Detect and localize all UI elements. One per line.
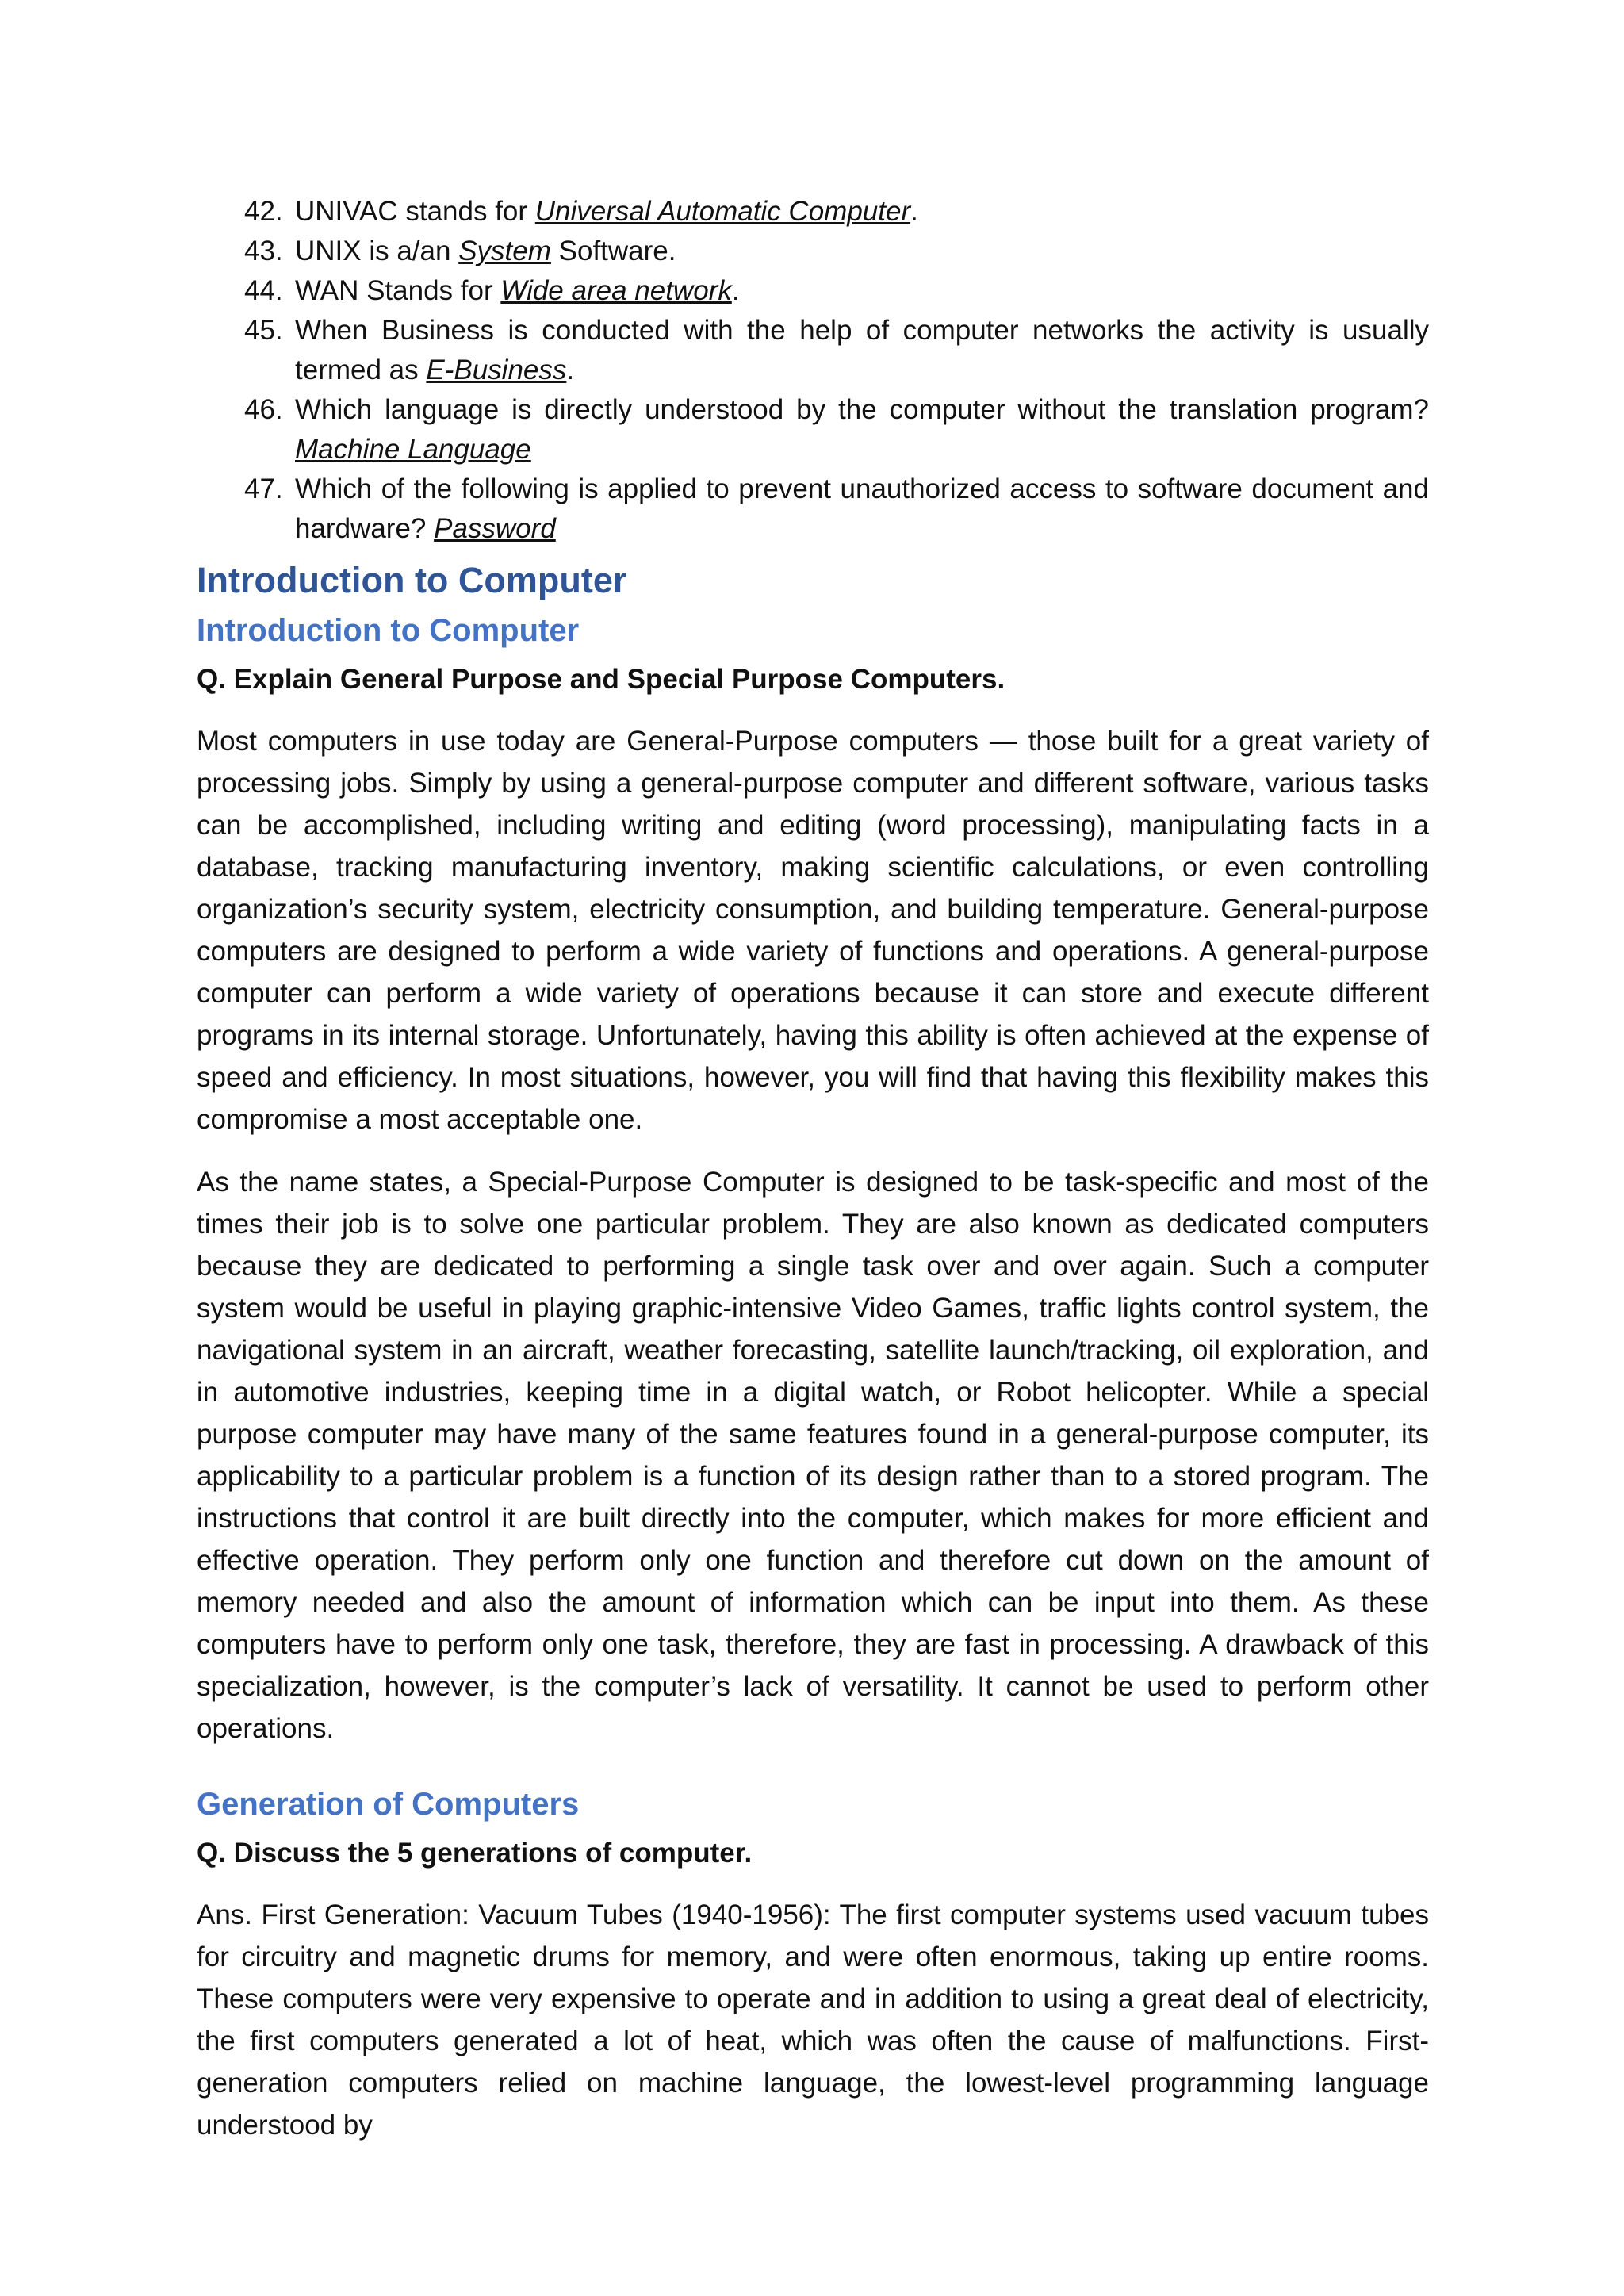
list-item-text: When Business is conducted with the help of computer networks the activity is usually termed as xyxy=(295,315,1429,385)
list-item-text-end: . xyxy=(910,196,918,227)
list-item xyxy=(197,232,1429,271)
list-item-number: 42. xyxy=(244,196,283,227)
list-item-answer: Universal Automatic Computer xyxy=(534,196,911,227)
list-item-text: Which of the following is applied to prevent unauthorized access to software document and hardware? xyxy=(295,473,1429,544)
paragraph-general-purpose: Most computers in use today are General-Purpose computers — those built for a great variety of processing jobs. Simply by using a general-purpose computer and different software, various tasks can be accomplished, including writing and editing (word processing), manipulating facts in a database, tracking manufacturing inventory, making scientific calculations, or even controlling organization’s security system, electricity consumption, and building temperature. General-purpose computers are designed to perform a wide variety of functions and operations. A general-purpose computer can perform a wide variety of operations because it can store and execute different programs in its internal storage. Unfortunately, having this ability is often achieved at the expense of speed and efficiency. In most situations, however, you will find that having this flexibility makes this compromise a most acceptable one. xyxy=(197,726,1429,1135)
list-item-number: 43. xyxy=(244,236,283,266)
list-item xyxy=(197,192,1429,232)
paragraph-first-generation: Ans. First Generation: Vacuum Tubes (1940-1956): The first computer systems used vacuum tubes for circuitry and magnetic drums for memory, and were often enormous, taking up entire rooms. These computers were very expensive to operate and in addition to using a great deal of electricity, the first computers generated a lot of heat, which was often the cause of malfunctions. First-generation computers relied on machine language, the lowest-level programming language understood by xyxy=(197,1899,1429,2141)
list-item xyxy=(197,311,1429,390)
list-item-answer: Password xyxy=(434,513,556,544)
page-content xyxy=(197,192,1429,2146)
list-item-text: WAN Stands for xyxy=(295,275,501,306)
list-item-text: Which language is directly understood by the computer without the translation program? xyxy=(295,394,1429,425)
question-heading: Q. Explain General Purpose and Special Purpose Computers. xyxy=(197,664,1005,695)
list-item-text: UNIVAC stands for xyxy=(295,196,535,227)
subsection-heading-generations: Generation of Computers xyxy=(197,1787,580,1822)
list-item xyxy=(197,390,1429,470)
subsection-heading: Introduction to Computer xyxy=(197,613,580,648)
list-item-number: 47. xyxy=(244,473,283,504)
question-heading-generations: Q. Discuss the 5 generations of computer. xyxy=(197,1838,753,1869)
list-item-text-end: Software. xyxy=(550,236,676,266)
list-item-number: 46. xyxy=(244,394,283,425)
list-item-answer: E-Business xyxy=(426,355,567,385)
list-item-number: 44. xyxy=(244,275,283,306)
list-item xyxy=(197,470,1429,549)
list-item xyxy=(197,271,1429,311)
section-heading: Introduction to Computer xyxy=(197,560,627,600)
list-item-text-end: . xyxy=(731,275,740,306)
list-item-answer: System xyxy=(458,236,551,266)
list-item-text-end: . xyxy=(566,355,575,385)
paragraph-special-purpose: As the name states, a Special-Purpose Computer is designed to be task-specific and most of the times their job is to solve one particular problem. They are also known as dedicated computers because they are dedicated to performing a single task over and over again. Such a computer system would be useful in playing graphic-intensive Video Games, traffic lights control system, the navigational system in an aircraft, weather forecasting, satellite launch/tracking, oil exploration, and in automotive industries, keeping time in a digital watch, or Robot helicopter. While a special purpose computer may have many of the same features found in a general-purpose computer, its applicability to a particular problem is a function of its design rather than to a stored program. The instructions that control it are built directly into the computer, which makes for more efficient and effective operation. They perform only one function and therefore cut down on the amount of memory needed and also the amount of information which can be input into them. As these computers have to perform only one task, therefore, they are fast in processing. A drawback of this specialization, however, is the computer’s lack of versatility. It cannot be used to perform other operations. xyxy=(197,1167,1429,1744)
list-item-answer: Wide area network xyxy=(500,275,732,306)
list-item-answer: Machine Language xyxy=(295,434,531,465)
list-item-text: UNIX is a/an xyxy=(295,236,459,266)
list-item-number: 45. xyxy=(244,315,283,346)
question-list xyxy=(197,192,1429,549)
